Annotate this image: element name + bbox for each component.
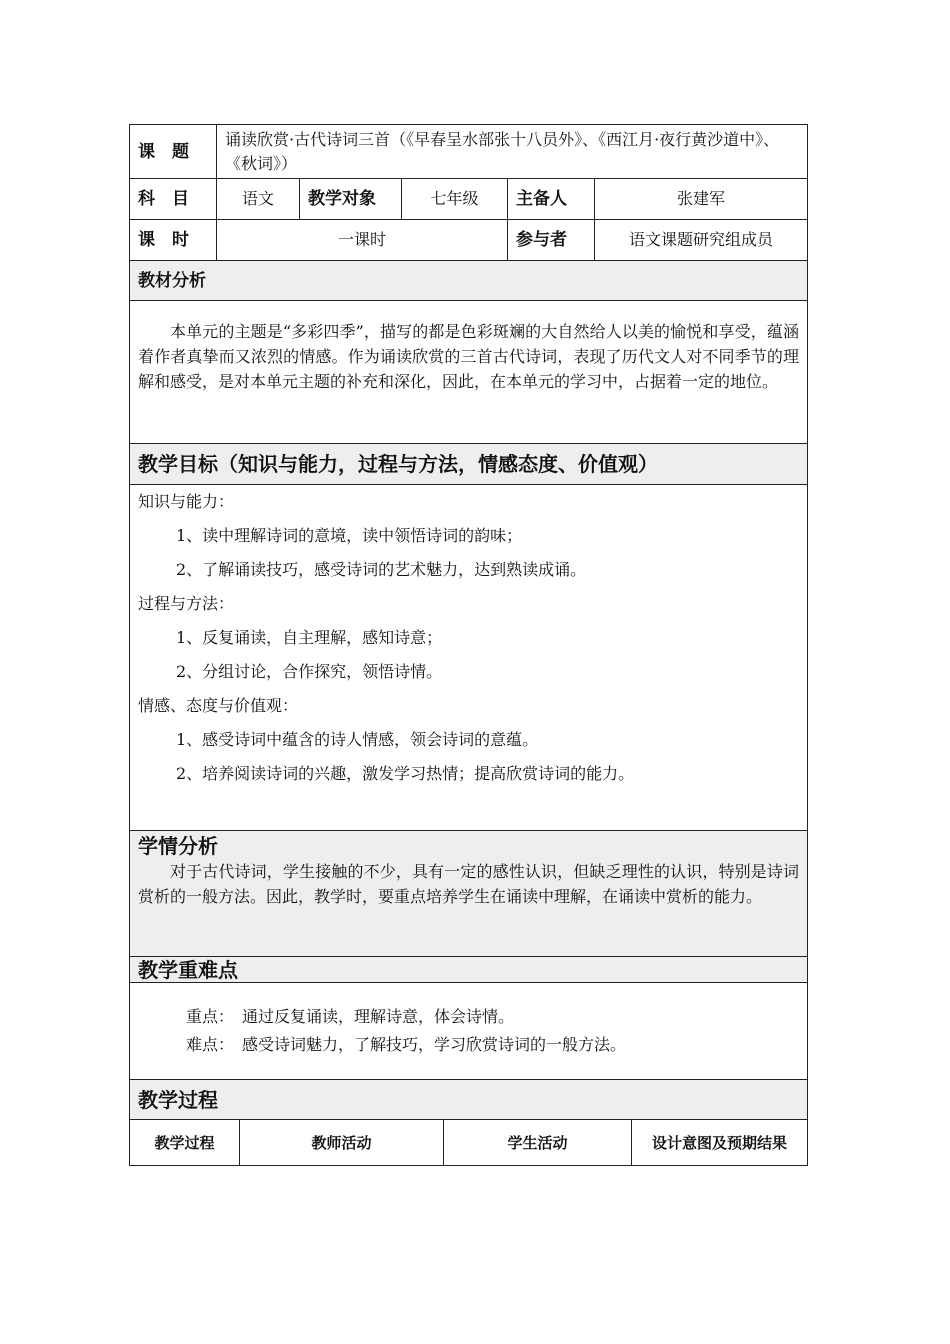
material-body: 本单元的主题是“多彩四季”，描写的都是色彩斑斓的大自然给人以美的愉悦和享受，蕴涵着作者真挚而又浓烈的情感。作为诵读欣赏的三首古代诗词，表现了历代文人对不同季节的理解和感受，是对本单元主题的补充和深化，因此，在本单元的学习中，占据着一定的地位。 (138, 322, 800, 391)
keypoints-section (130, 983, 808, 1080)
preparer-value: 张建军 (595, 179, 808, 220)
participants-value: 语文课题研究组成员 (595, 220, 808, 261)
keypoints-title: 教学重难点 (130, 957, 808, 983)
process-method-item-1: 1、反复诵读，自主理解，感知诗意； (176, 628, 443, 647)
process-method-item-2: 2、分组讨论，合作探究，领悟诗情。 (176, 662, 443, 681)
emotion-item-1: 1、感受诗词中蕴含的诗人情感，领会诗词的意蕴。 (176, 730, 539, 749)
knowledge-item-2: 2、了解诵读技巧，感受诗词的艺术魅力，达到熟读成诵。 (176, 560, 587, 579)
objectives-title: 教学目标（知识与能力，过程与方法，情感态度、价值观） (130, 444, 808, 485)
material-section (130, 301, 808, 444)
period-value: 一课时 (217, 220, 508, 261)
knowledge-item-1: 1、读中理解诗词的意境，读中领悟诗词的韵味； (176, 526, 523, 545)
process-title: 教学过程 (130, 1080, 808, 1120)
process-col-stage: 教学过程 (130, 1120, 240, 1166)
emotion-item-2: 2、培养阅读诗词的兴趣，激发学习热情；提高欣赏诗词的能力。 (176, 764, 635, 783)
subject-label: 科 目 (130, 179, 217, 220)
objectives-section (130, 485, 808, 831)
lesson-plan-table (129, 124, 808, 1120)
process-col-intent: 设计意图及预期结果 (632, 1120, 808, 1166)
learner-section (130, 831, 808, 957)
process-col-student: 学生活动 (444, 1120, 632, 1166)
learner-body: 对于古代诗词，学生接触的不少，具有一定的感性认识，但缺乏理性的认识，特别是诗词赏析的一般方法。因此，教学时，要重点培养学生在诵读中理解，在诵读中赏析的能力。 (138, 862, 800, 906)
material-title: 教材分析 (130, 261, 808, 301)
audience-value: 七年级 (402, 179, 508, 220)
subject-value: 语文 (217, 179, 300, 220)
lesson-plan-sheet (129, 124, 807, 1166)
emotion-heading: 情感、态度与价值观： (138, 696, 299, 715)
preparer-label: 主备人 (508, 179, 595, 220)
topic-value: 诵读欣赏·古代诗词三首（《早春呈水部张十八员外》、《西江月·夜行黄沙道中》、《秋词》） (217, 125, 808, 179)
audience-label: 教学对象 (300, 179, 402, 220)
knowledge-heading: 知识与能力： (138, 492, 235, 511)
process-header-table (129, 1119, 808, 1166)
participants-label: 参与者 (508, 220, 595, 261)
topic-label: 课 题 (130, 125, 217, 179)
process-method-heading: 过程与方法： (138, 594, 235, 613)
learner-title: 学情分析 (138, 834, 218, 858)
period-label: 课 时 (130, 220, 217, 261)
key-point: 重点： 通过反复诵读，理解诗意，体会诗情。 (186, 1007, 515, 1026)
difficult-point: 难点： 感受诗词魅力，了解技巧，学习欣赏诗词的一般方法。 (186, 1035, 627, 1054)
process-col-teacher: 教师活动 (240, 1120, 444, 1166)
